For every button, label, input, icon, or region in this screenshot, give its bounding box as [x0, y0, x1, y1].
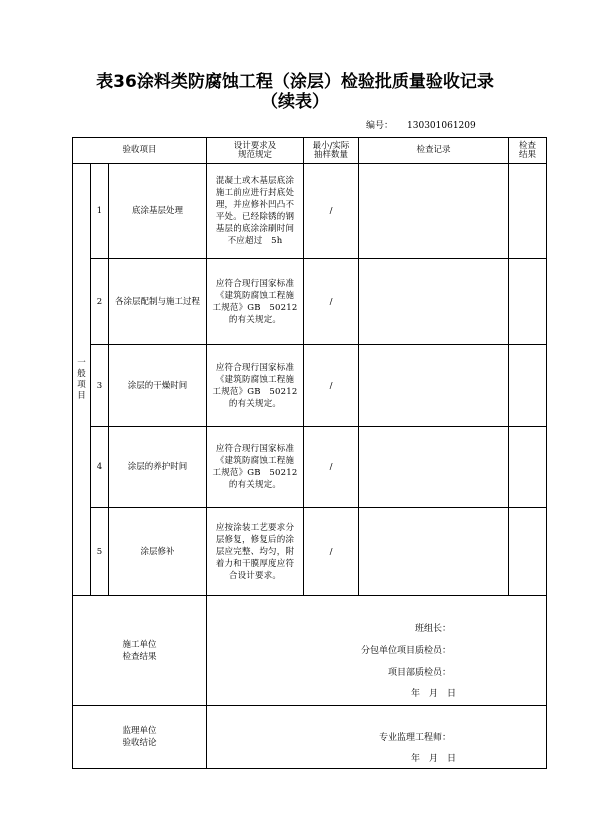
item-name: 涂层修补 [109, 508, 207, 596]
item-record [359, 345, 509, 427]
item-name: 底涂基层处理 [109, 164, 207, 259]
header-record: 检查记录 [359, 138, 509, 164]
item-no: 5 [91, 508, 109, 596]
header-row [73, 138, 547, 164]
item-no: 1 [91, 164, 109, 259]
table-row [73, 427, 547, 508]
item-name: 涂层的养护时间 [109, 427, 207, 508]
item-requirement: 混凝土或木基层底涂 施工前应进行封底处 理，并应修补凹凸不 平处。已经除锈的钢 基层的底涂涂刷时间 不应超过 5h [207, 164, 304, 259]
item-no: 2 [91, 259, 109, 345]
header-sample: 最小/实际 抽样数量 [304, 138, 359, 164]
construction-sign-area [207, 596, 547, 706]
item-no: 4 [91, 427, 109, 508]
item-record [359, 427, 509, 508]
item-result [509, 427, 547, 508]
item-result [509, 259, 547, 345]
item-sample: / [304, 259, 359, 345]
table-row [73, 259, 547, 345]
header-design: 设计要求及 规范规定 [207, 138, 304, 164]
team-leader-label: 班组长： [414, 624, 451, 634]
construction-date: 年 月 日 [410, 689, 456, 699]
group-label: 一般项目 [73, 164, 91, 596]
item-requirement: 应符合现行国家标准 《建筑防腐蚀工程施 工规范》GB 50212 的有关规定。 [207, 427, 304, 508]
supervision-sign-area [207, 706, 547, 769]
item-name: 涂层的干燥时间 [109, 345, 207, 427]
construction-row [73, 596, 547, 706]
item-name: 各涂层配制与施工过程 [109, 259, 207, 345]
form-code [366, 118, 476, 131]
item-requirement: 应符合现行国家标准 《建筑防腐蚀工程施 工规范》GB 50212 的有关规定。 [207, 345, 304, 427]
form-subtitle: （续表） [261, 92, 329, 112]
supervision-label: 监理单位 验收结论 [73, 706, 207, 769]
item-no: 3 [91, 345, 109, 427]
code-value: 130301061209 [407, 121, 476, 131]
supervising-engineer-label: 专业监理工程师： [378, 733, 451, 743]
item-result [509, 508, 547, 596]
item-requirement: 应按涂装工艺要求分 层修复，修复后的涂 层应完整、均匀，附 着力和干膜厚度应符 合设计要求。 [207, 508, 304, 596]
item-record [359, 164, 509, 259]
project-inspector-label: 项目部质检员： [387, 668, 451, 678]
table-row [73, 164, 547, 259]
supervision-date: 年 月 日 [410, 754, 456, 764]
item-sample: / [304, 345, 359, 427]
header-result: 检查 结果 [509, 138, 547, 164]
item-requirement: 应符合现行国家标准 《建筑防腐蚀工程施 工规范》GB 50212 的有关规定。 [207, 259, 304, 345]
construction-label: 施工单位 检查结果 [73, 596, 207, 706]
code-label: 编号： [366, 121, 394, 131]
supervision-row [73, 706, 547, 769]
form-title: 表36涂料类防腐蚀工程（涂层）检验批质量验收记录 [96, 72, 494, 92]
item-record [359, 508, 509, 596]
table-row [73, 508, 547, 596]
item-result [509, 345, 547, 427]
sub-inspector-label: 分包单位项目质检员： [360, 646, 451, 656]
item-record [359, 259, 509, 345]
item-sample: / [304, 164, 359, 259]
inspection-table [72, 137, 547, 769]
table-row [73, 345, 547, 427]
item-sample: / [304, 427, 359, 508]
item-result [509, 164, 547, 259]
header-item: 验收项目 [73, 138, 207, 164]
item-sample: / [304, 508, 359, 596]
